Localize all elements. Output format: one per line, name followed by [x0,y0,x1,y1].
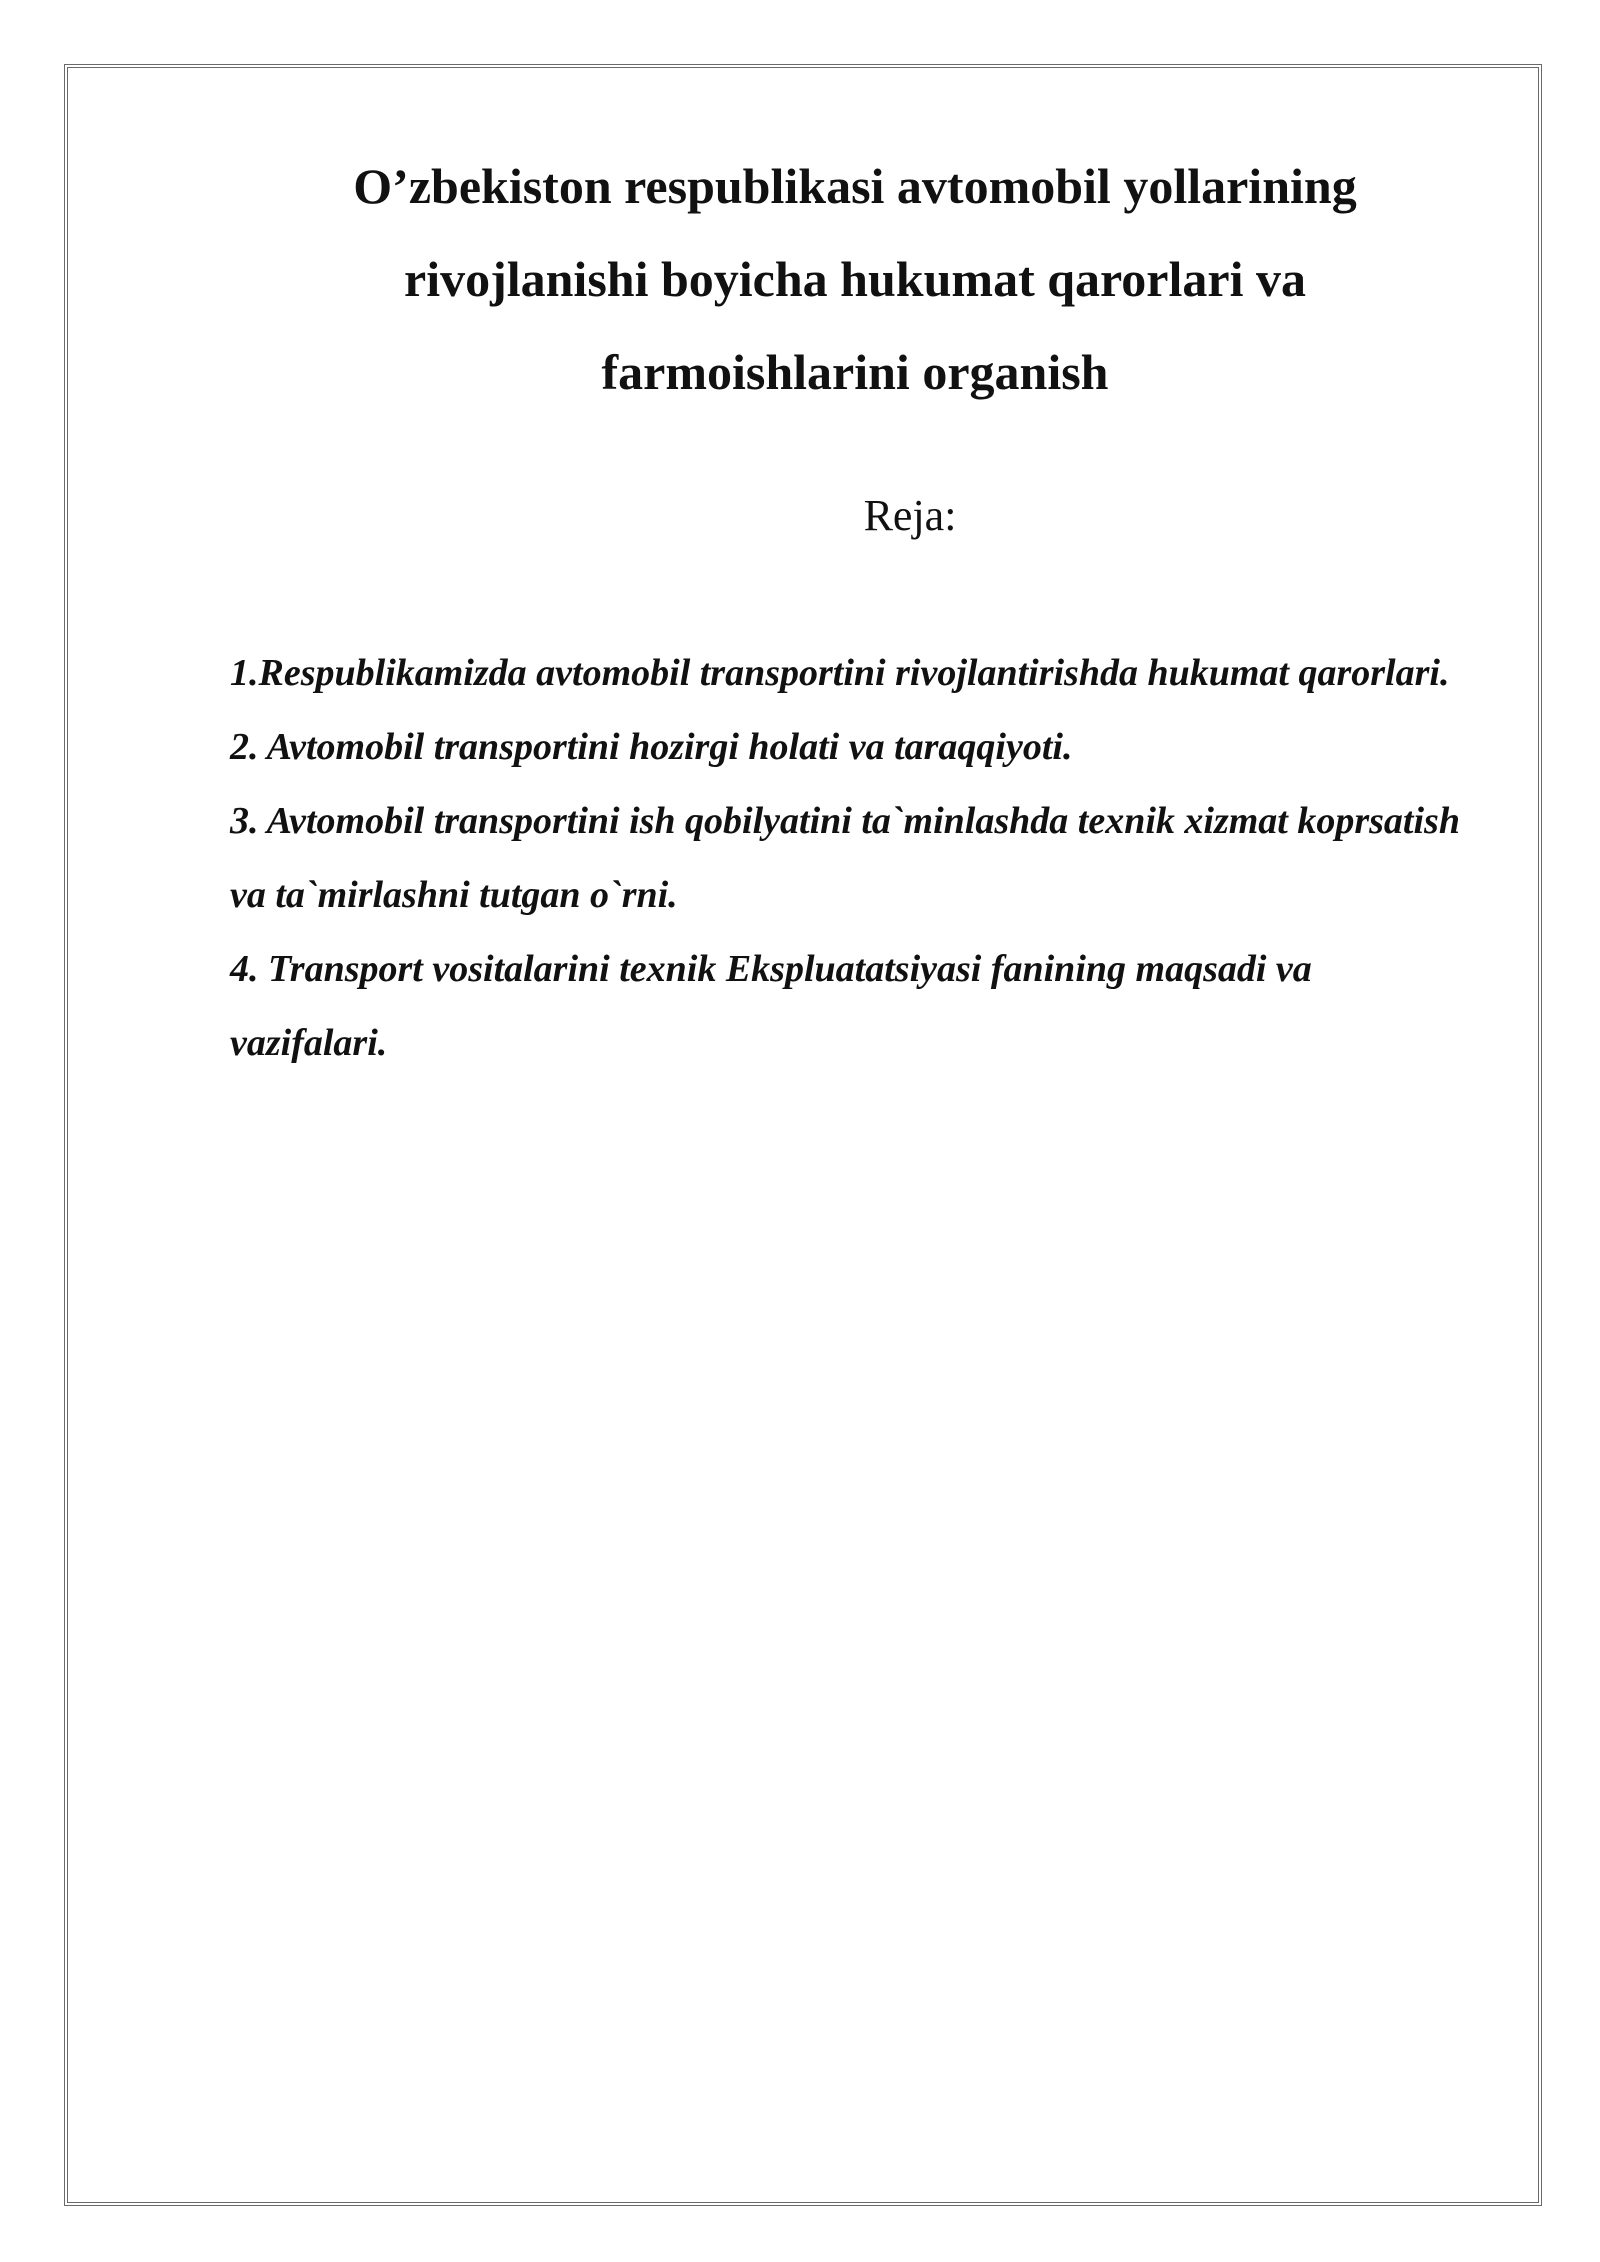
plan-item-3: 3. Avtomobil transportini ish qobilyatini ta`minlashda texnik xizmat koprsatish va ta`mirlashni tutgan o`rni. [230,800,1460,916]
plan-item-2: 2. Avtomobil transportini hozirgi holati va taraqqiyoti. [230,726,1073,768]
document-title: O’zbekiston respublikasi avtomobil yollarining rivojlanishi boyicha hukumat qarorlari va farmoishlarini organish [353,158,1357,400]
plan-list [230,636,1470,1080]
plan-item-1: 1.Respublikamizda avtomobil transportini rivojlantirishda hukumat qarorlari. [230,652,1450,694]
plan-item-4: 4. Transport vositalarini texnik Ekspluatatsiyasi fanining maqsadi va vazifalari. [230,948,1312,1064]
plan-heading: Reja: [863,491,957,540]
